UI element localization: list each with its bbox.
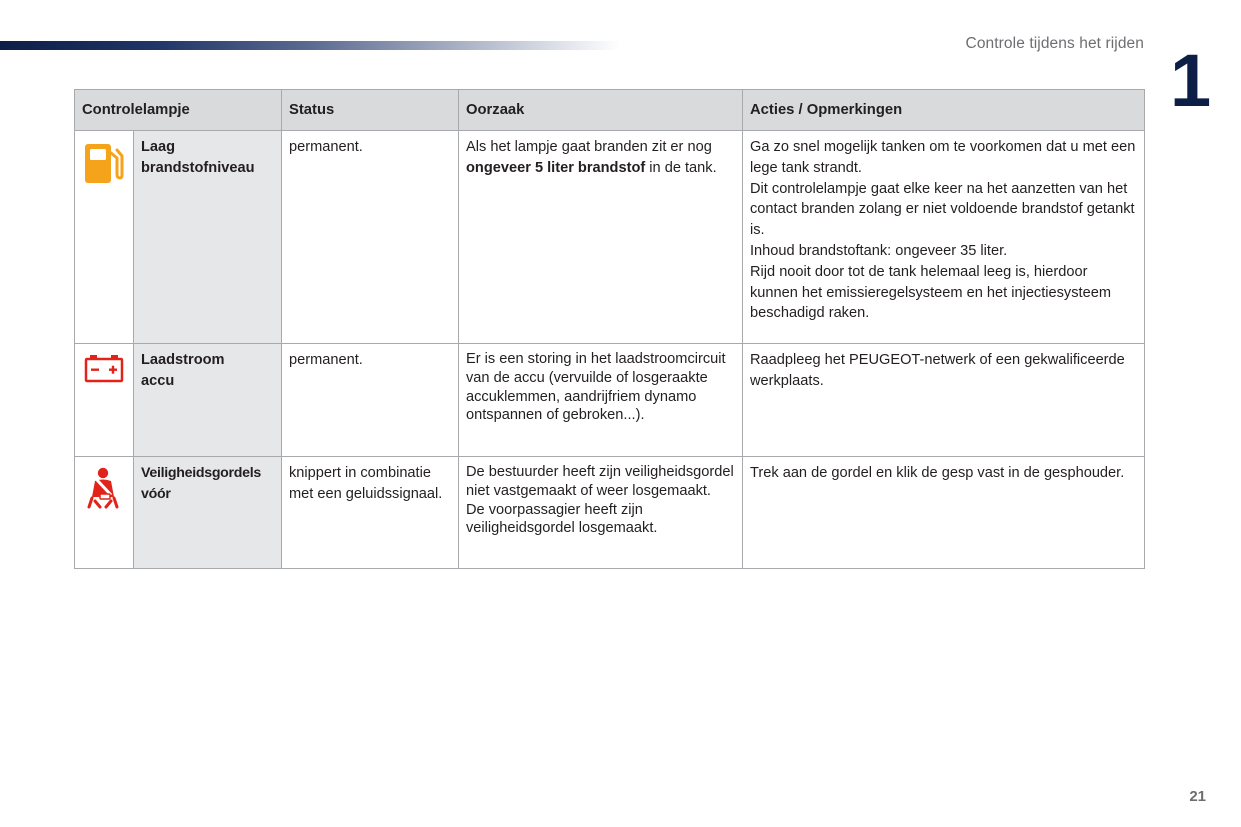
- chapter-number: 1: [1170, 39, 1210, 122]
- icon-cell: [75, 344, 134, 457]
- actions-cell: [743, 131, 1145, 344]
- cause-cell: [459, 131, 743, 344]
- cause-line: De voorpassagier heeft zijn veiligheidsgordel losgemaakt.: [466, 501, 658, 537]
- status-cell: permanent.: [282, 344, 459, 457]
- status-cell: permanent.: [282, 131, 459, 344]
- icon-cell: [75, 457, 134, 569]
- section-title: Controle tijdens het rijden: [965, 35, 1144, 52]
- battery-icon: [84, 354, 124, 391]
- warning-lights-table: [74, 89, 1145, 569]
- status-cell: knippert in combinatie met een geluidssignaal.: [282, 457, 459, 569]
- column-header-controlelampje: Controlelampje: [75, 90, 282, 131]
- icon-cell: [75, 131, 134, 344]
- header-gradient-bar: [0, 41, 620, 50]
- actions-cell: Raadpleeg het PEUGEOT-netwerk of een gekwalificeerde werkplaats.: [743, 344, 1145, 457]
- warning-light-name: [134, 344, 282, 457]
- seatbelt-icon: [86, 467, 122, 516]
- name-line: Laag: [141, 139, 176, 155]
- table-row-low-fuel: [75, 131, 1145, 344]
- table-row-battery-charge: [75, 344, 1145, 457]
- name-line: Laadstroom: [141, 352, 225, 368]
- action-line: Inhoud brandstoftank: ongeveer 35 liter.: [750, 242, 1008, 259]
- column-header-status: Status: [282, 90, 459, 131]
- table-row-seatbelts: [75, 457, 1145, 569]
- cause-cell: [459, 457, 743, 569]
- fuel-pump-icon: [83, 141, 125, 192]
- name-line: Veiligheidsgordels: [141, 465, 261, 481]
- name-line: brandstofniveau: [141, 159, 255, 176]
- column-header-oorzaak: Oorzaak: [459, 90, 743, 131]
- action-line: Ga zo snel mogelijk tanken om te voorkomen dat u met een lege tank strandt.: [750, 139, 1136, 176]
- warning-light-name: [134, 131, 282, 344]
- cause-cell: Er is een storing in het laadstroomcircuit van de accu (vervuilde of losgeraakte accuklemmen, aandrijfriem dynamo ontspannen of gebroken...).: [459, 344, 743, 457]
- action-line: Rijd nooit door tot de tank helemaal leeg is, hierdoor kunnen het emissieregelsysteem en het injectiesysteem beschadigd raken.: [750, 263, 1111, 322]
- name-line: accu: [141, 372, 175, 389]
- column-header-acties: Acties / Opmerkingen: [743, 90, 1145, 131]
- warning-light-name: [134, 457, 282, 569]
- name-line: vóór: [141, 485, 171, 502]
- cause-line: De bestuurder heeft zijn veiligheidsgordel niet vastgemaakt of weer losgemaakt.: [466, 464, 734, 499]
- action-line: Dit controlelampje gaat elke keer na het aanzetten van het contact branden zolang er niet voldoende brandstof getankt is.: [750, 180, 1135, 239]
- actions-cell: Trek aan de gordel en klik de gesp vast in de gesphouder.: [743, 457, 1145, 569]
- cause-emphasis: ongeveer 5 liter brandstof: [466, 159, 646, 176]
- page-number: 21: [1189, 788, 1206, 805]
- table-header-row: [75, 90, 1145, 131]
- cause-text: in de tank.: [645, 159, 717, 176]
- cause-text: Als het lampje gaat branden zit er nog: [466, 139, 712, 155]
